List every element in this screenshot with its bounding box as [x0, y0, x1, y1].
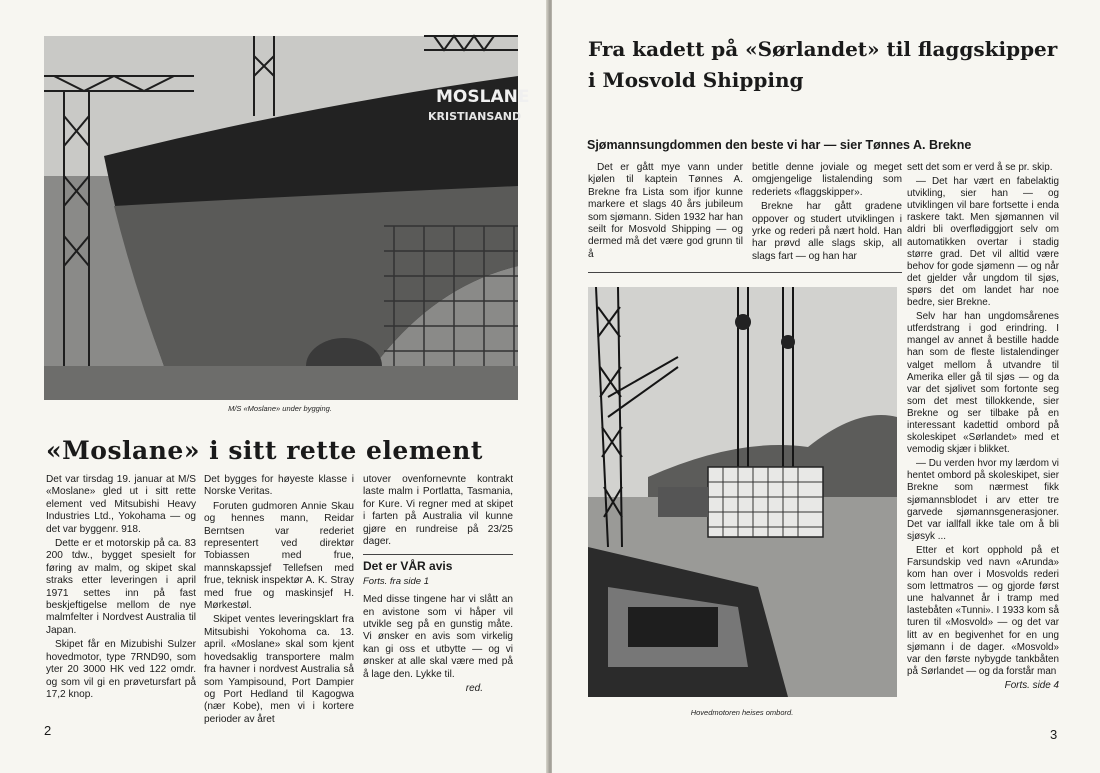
section-divider	[363, 554, 513, 555]
hull-port-text: KRISTIANSAND	[428, 110, 522, 123]
right-col3-para-4: — Du verden hvor my lærdom vi hentet ombord på skoleskipet, sier Brekne som nærmest fikk sjømannsblodet i arv etter tre garvede sjømannsgenerasjoner. Det var iallfall ikke tale om å bli sjøsyk ...	[907, 458, 1059, 542]
left-col3-top: utover ovenfornevnte kontrakt laste malm i Portlatta, Tasmania, for Kure. Vi regner med at skipet i farten på Australia vil kunne gjøre en rundreise på 23/25 dager.	[363, 474, 513, 548]
right-column-2	[752, 162, 902, 265]
continued-note: Forts. side 4	[1004, 679, 1059, 691]
right-column-1	[588, 162, 743, 263]
hull-name-text: MOSLANE	[436, 87, 530, 107]
right-col2-para-2: Brekne har gått gradene oppover og studert utviklingen i yrke og rederi på nært hold. Han har prøvd alle slags skip, all slags fart — og han har	[752, 201, 902, 262]
left-column-3	[363, 474, 513, 696]
left-col2-para-2: Foruten gudmoren Annie Skau og hennes mann, Reidar Berntsen var rederiet representert ved direktør Tobiassen med frue, mannskapssjef Tellefsen med frue, teknisk inspektør A. K. Stray med frue og maskinsjef H. Mørkestøl.	[204, 500, 354, 612]
signoff: red.	[465, 683, 483, 695]
right-col1-para-1: Det er gått mye vann under kjølen til kaptein Tønnes A. Brekne fra Lista som ifjor kunne markere et slags 40 års jubileum som sjømann. Siden 1932 har han seilt for Mosvold Shipping — og dermed må det være god grunn til å	[588, 162, 743, 260]
right-headline: Fra kadett på «Sørlandet» til flaggskipper i Mosvold Shipping	[588, 37, 1058, 92]
right-column-3	[907, 162, 1059, 692]
right-page	[552, 0, 1100, 773]
right-col3-para-5: Etter et kort opphold på et Farsundskip ved navn «Arunda» kom han over i Mosvolds rederi som lettmatros — og gjorde først une halvannet år i tramp med lastebåten «Tunni». I 1933 kom så turen til «Mosvold» — og det var litt av en begivenhet for en ung sjømann i de dager. «Mosvold» var den første nybygde tankbåten på Sørlandet — og da forstår man	[907, 544, 1059, 677]
page-number-right: 3	[1050, 727, 1058, 742]
page-number-left: 2	[44, 723, 52, 738]
left-headline: «Moslane» i sitt rette element	[46, 436, 483, 465]
left-col2-para-3: Skipet ventes leveringsklart fra Mitsubishi Yokohoma ca. 13. april. «Moslane» skal som kjent hovedsaklig transportere malm fra havner i nordvest Australia så som Yampisound, Port Dampier og Port Hedland til Kagogwa (nær Kobe), men vi i kortere perioder av året	[204, 614, 354, 725]
left-col1-para-1: Det var tirsdag 19. januar at M/S «Moslane» gled ut i sitt rette element ved Mitsubishi Heavy Industries Ltd., Yokohama — og det var byggenr. 918.	[46, 474, 196, 535]
left-photo-caption: M/S «Moslane» under bygging.	[228, 404, 332, 413]
right-subhead: Sjømannsungdommen den beste vi har — sier Tønnes A. Brekne	[587, 138, 972, 152]
engine-hoisted-photo	[588, 287, 897, 697]
section-subtitle: Forts. fra side 1	[363, 575, 429, 587]
right-col3-para-3: Selv har han ungdomsårenes utferdstrang i god erindring. I mangel av annet å bestille hadde han som de fleste listalendinger valget mellom å utvandre til Amerika eller gå til sjøs — og da var det sjølivet som fortonte seg som det mest tillokkende, sier Brekne og ser tilbake på en interessant kadettid ombord på skoleskipet «Sørlandet» med et vemodig skjær i blikket.	[907, 311, 1059, 456]
left-col3-bottom: Med disse tingene har vi slått an en avistone som vi håper vil utvikle seg på en gunstig måte. Vi ønsker en avis som virkelig kan gi oss et utbytte — og vi ønsker at alle skal være med på å lage den. Lykke til.	[363, 594, 513, 680]
left-col2-para-1: Det bygges for høyeste klasse i Norske Veritas.	[204, 474, 354, 498]
right-divider-rule	[588, 272, 902, 273]
right-col3-para-1: sett det som er verd å se pr. skip.	[907, 162, 1053, 173]
section-title: Det er VÅR avis	[363, 559, 453, 574]
right-col2-para-1: betitle denne joviale og meget omgjengelige listalending som rederiets «flaggskipper».	[752, 162, 902, 198]
right-photo-caption: Hovedmotoren heises ombord.	[690, 708, 794, 717]
left-column-2	[204, 474, 354, 728]
right-col3-para-2: — Det har vært en fabelaktig utvikling, sier han — og utviklingen vil bare fortsette i enda raskere takt. Men sjømannen vil aldri bli overflødiggjort selv om automatikken overtar i stadig større grad. Det vil alltid være behov for gode sjømenn — og når det gjelder vår ungdom til sjøs, spørs det om landet har noe bedre, sier Brekne.	[907, 176, 1059, 309]
left-col1-para-2: Dette er et motorskip på ca. 83 200 tdw., bygget spesielt for føring av malm, og skipet skal straks etter leveringen i april 1971 settes inn på fast beskjeftigelse mellom de nye malmfelter i Nordvest Australia til Japan.	[46, 538, 196, 636]
left-col1-para-3: Skipet får en Mizubishi Sulzer hovedmotor, type 7RND90, som yter 20 3000 HK ved 122 omdr. og som vil gi en prøvetursfart på 17,2 knop.	[46, 639, 196, 700]
left-column-1	[46, 474, 196, 703]
left-page	[0, 0, 548, 773]
ship-under-construction-photo	[44, 36, 530, 400]
